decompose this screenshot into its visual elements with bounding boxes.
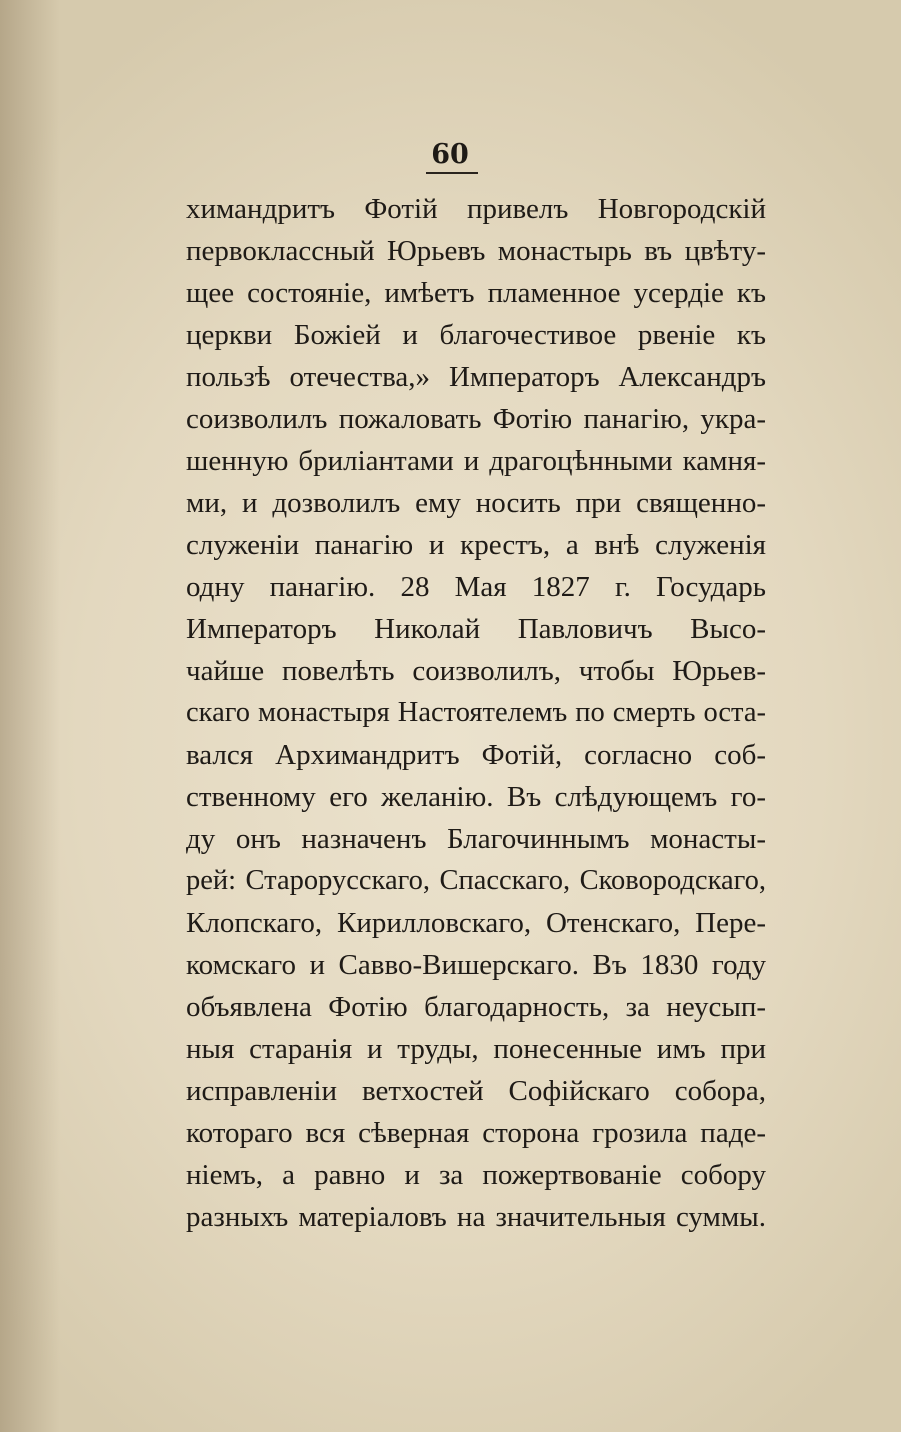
text-line: Клопскаго, Кирилловскаго, Отенскаго, Пере-	[186, 907, 766, 939]
binding-shadow	[0, 0, 60, 1432]
text-line: щее состояніе, имѣетъ пламенное усердіе къ	[186, 277, 766, 309]
text-line: исправленіи ветхостей Софійскаго собора,	[186, 1075, 766, 1107]
text-line: ніемъ, а равно и за пожертвованіе собору	[186, 1159, 766, 1191]
text-line: ственному его желанію. Въ слѣдующемъ го-	[186, 781, 766, 813]
text-line: скаго монастыря Настоятелемъ по смерть оста-	[186, 697, 766, 728]
text-line: химандритъ Фотій привелъ Новгородскій	[186, 193, 766, 225]
text-line: комскаго и Савво-Вишерскаго. Въ 1830 году	[186, 949, 766, 981]
text-line: церкви Божіей и благочестивое рвеніе къ	[186, 319, 766, 351]
text-line: объявлена Фотію благодарность, за неусып-	[186, 991, 766, 1023]
text-line: ду онъ назначенъ Благочиннымъ монасты-	[186, 823, 766, 855]
text-line: разныхъ матеріаловъ на значительныя суммы.	[186, 1201, 766, 1233]
page-number-rule	[426, 172, 478, 174]
text-line: одну панагію. 28 Мая 1827 г. Государь	[186, 571, 766, 603]
text-line: служеніи панагію и крестъ, а внѣ служенія	[186, 529, 766, 561]
text-line: ми, и дозволилъ ему носить при священно-	[186, 487, 766, 519]
text-line: соизволилъ пожаловать Фотію панагію, укра-	[186, 403, 766, 435]
text-line: первоклассный Юрьевъ монастырь въ цвѣту-	[186, 235, 766, 267]
page-number: 60	[431, 139, 469, 170]
text-line: шенную бриліантами и драгоцѣнными камня-	[186, 445, 766, 477]
text-line: пользѣ отечества,» Императоръ Александръ	[186, 361, 766, 393]
text-line: чайше повелѣть соизволилъ, чтобы Юрьев-	[186, 655, 766, 687]
text-line: ныя старанія и труды, понесенные имъ при	[186, 1033, 766, 1065]
body-text	[186, 188, 766, 1238]
text-line: Императоръ Николай Павловичъ Высо-	[186, 613, 766, 645]
text-line: котораго вся сѣверная сторона грозила паде-	[186, 1117, 766, 1149]
text-line: вался Архимандритъ Фотій, согласно соб-	[186, 739, 766, 771]
text-line: рей: Старорусскаго, Спасскаго, Сковородскаго,	[186, 865, 766, 896]
